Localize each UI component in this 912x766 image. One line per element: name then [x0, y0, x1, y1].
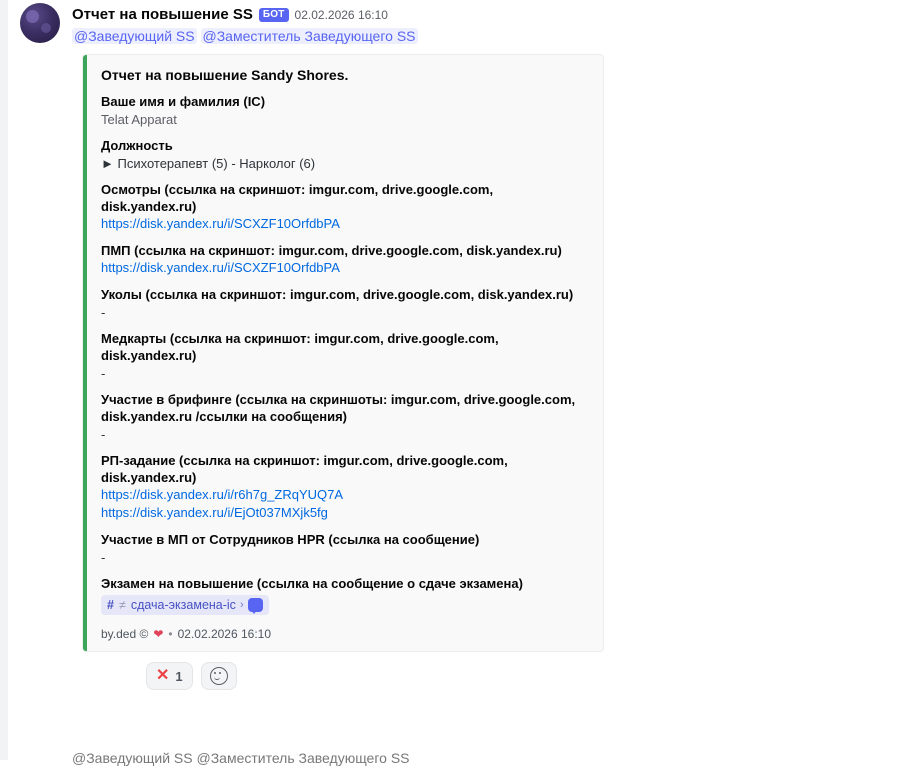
- embed-title: Отчет на повышение Sandy Shores.: [101, 67, 349, 83]
- mention-deputy-head-doctor[interactable]: @Заместитель Заведующего SS: [202, 28, 416, 44]
- field-label: ПМП (ссылка на скриншот: imgur.com, drive.google.com, disk.yandex.ru): [101, 243, 562, 258]
- field-label: Экзамен на повышение (ссылка на сообщение о сдаче экзамена): [101, 576, 523, 591]
- hash-icon: #: [107, 598, 114, 612]
- embed-content: [87, 55, 603, 651]
- avatar-highlight-secondary: [41, 23, 51, 33]
- chip-chevron-icon: ›: [239, 599, 244, 611]
- avatar-highlight: [26, 10, 39, 23]
- field-link[interactable]: https://disk.yandex.ru/i/r6h7g_ZRqYUQ7A: [101, 487, 344, 502]
- footer-separator: •: [168, 627, 173, 641]
- embed-field-exam: [101, 575, 589, 615]
- embed-field-inspections: [101, 181, 589, 233]
- field-value: -: [101, 305, 106, 320]
- embed-field-position: [101, 137, 589, 172]
- field-label: Участие в брифинге (ссылка на скриншоты: imgur.com, drive.google.com, disk.yandex.ru /ссылки на сообщения): [101, 392, 576, 424]
- field-value: ► Психотерапевт (5) - Нарколог (6): [101, 156, 316, 171]
- field-label: Ваше имя и фамилия (IC): [101, 94, 266, 109]
- embed-field-name-ic: [101, 93, 589, 128]
- field-label: Уколы (ссылка на скриншот: imgur.com, drive.google.com, disk.yandex.ru): [101, 287, 574, 302]
- field-label: Участие в МП от Сотрудников HPR (ссылка на сообщение): [101, 532, 480, 547]
- message-mentions: [72, 27, 902, 46]
- footer-text: by.ded ©: [101, 627, 149, 641]
- message-bubble-icon: [248, 598, 263, 612]
- field-label: Должность: [101, 138, 173, 153]
- field-value: Telat Apparat: [101, 112, 177, 127]
- field-label: Медкарты (ссылка на скриншот: imgur.com, drive.google.com, disk.yandex.ru): [101, 331, 499, 363]
- footer-timestamp: 02.02.2026 16:10: [177, 627, 272, 641]
- chip-divider: ≠: [118, 598, 126, 612]
- reaction-bar: [146, 662, 902, 690]
- field-label: Осмотры (ссылка на скриншот: imgur.com, drive.google.com, disk.yandex.ru): [101, 182, 494, 214]
- field-link[interactable]: https://disk.yandex.ru/i/EjOt037MXjk5fg: [101, 505, 328, 520]
- field-value: -: [101, 366, 106, 381]
- x-mark-icon: ✕: [156, 667, 170, 684]
- field-value: -: [101, 550, 106, 565]
- reaction-x[interactable]: [146, 662, 193, 690]
- embed-card: [82, 54, 604, 652]
- channel-name: сдача-экзамена-ic: [130, 598, 236, 612]
- embed-field-briefing: [101, 391, 589, 443]
- embed-field-medcards: [101, 330, 589, 382]
- embed-field-first-aid: [101, 242, 589, 277]
- message-author[interactable]: Отчет на повышение SS: [72, 6, 253, 23]
- message-body: [72, 4, 912, 690]
- next-message-mentions: @Заведующий SS @Заместитель Заведующего SS: [72, 750, 410, 766]
- field-value: -: [101, 427, 106, 442]
- embed-footer: [101, 627, 589, 641]
- field-link[interactable]: https://disk.yandex.ru/i/SCXZF10OrfdbPA: [101, 260, 340, 275]
- avatar[interactable]: [20, 3, 60, 43]
- field-link[interactable]: https://disk.yandex.ru/i/SCXZF10OrfdbPA: [101, 216, 340, 231]
- message-timestamp: 02.02.2026 16:10: [294, 8, 388, 22]
- embed-field-rp-task: [101, 452, 589, 522]
- add-reaction-button[interactable]: [201, 662, 237, 690]
- mention-head-doctor[interactable]: @Заведующий SS: [74, 28, 195, 44]
- embed-field-hpr-participation: [101, 531, 589, 566]
- bot-badge: БОТ: [259, 8, 289, 22]
- chat-message: [8, 0, 912, 690]
- channel-left-rail: [0, 0, 8, 760]
- smiley-icon: [210, 667, 228, 685]
- field-label: РП-задание (ссылка на скриншот: imgur.com, drive.google.com, disk.yandex.ru): [101, 453, 508, 485]
- embed-field-injections: [101, 286, 589, 321]
- heart-icon: ❤: [153, 627, 164, 641]
- reaction-count: 1: [175, 668, 183, 684]
- channel-mention-chip[interactable]: [101, 595, 269, 615]
- message-header: [72, 4, 902, 26]
